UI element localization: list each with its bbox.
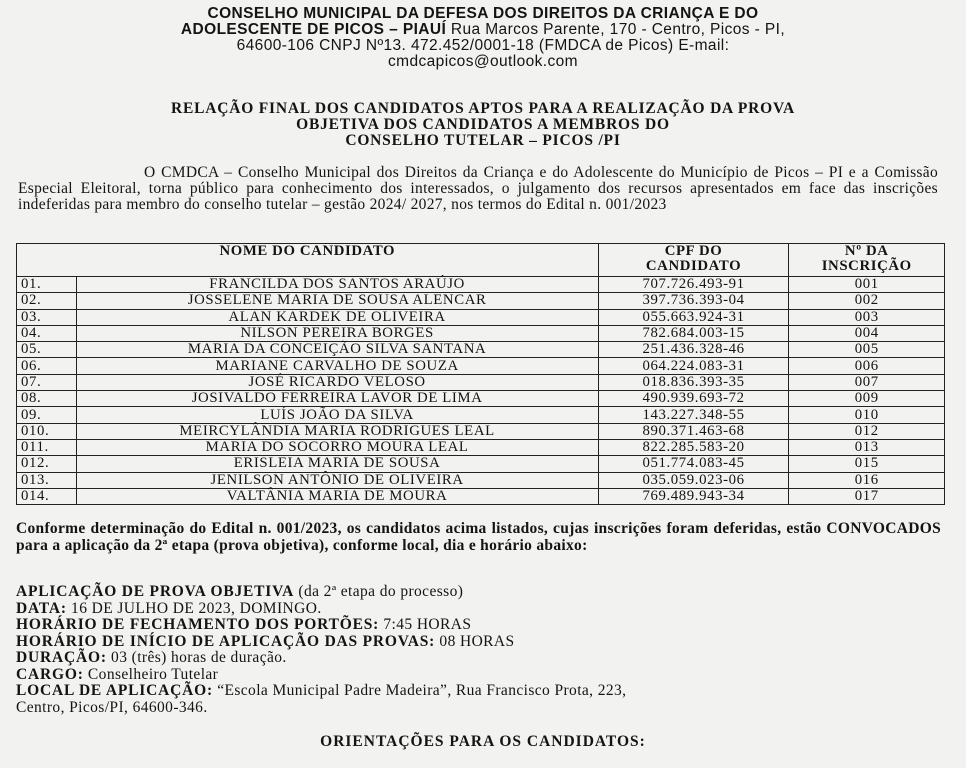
inscription-number: 005 xyxy=(789,342,945,358)
candidate-name: NILSON PEREIRA BORGES xyxy=(76,325,598,341)
row-number: 01. xyxy=(17,277,77,293)
header-cpf-line-2: CANDIDATO xyxy=(645,258,742,274)
row-number: 05. xyxy=(17,342,77,358)
inscription-number: 004 xyxy=(789,325,945,341)
table-row xyxy=(17,342,945,358)
info-local xyxy=(16,683,946,700)
local-value: “Escola Municipal Padre Madeira”, Rua Francisco Prota, 223, xyxy=(212,682,627,699)
title-line-1: RELAÇÃO FINAL DOS CANDIDATOS APTOS PARA A REALIZAÇÃO DA PROVA xyxy=(171,100,795,117)
row-number: 03. xyxy=(17,309,77,325)
row-number: 011. xyxy=(17,439,77,455)
row-number: 04. xyxy=(17,325,77,341)
candidate-name: MARIA DO SOCORRO MOURA LEAL xyxy=(76,439,598,455)
inscription-number: 013 xyxy=(789,439,945,455)
letterhead-line-2 xyxy=(0,22,966,38)
row-number: 07. xyxy=(17,374,77,390)
candidate-cpf: 890.371.463-68 xyxy=(598,423,789,439)
candidate-cpf: 143.227.348-55 xyxy=(598,407,789,423)
candidate-name: LUÍS JOÃO DA SILVA xyxy=(76,407,598,423)
letterhead-email: cmdcapicos@outlook.com xyxy=(388,53,578,70)
convocation-text: Conforme determinação do Edital n. 001/2023, os candidatos acima listados, cujas inscrições foram deferidas, estão CONVOCADOS para a aplicação da 2ª etapa (prova objetiva), conforme local, dia e horário abaixo: xyxy=(16,520,941,554)
header-name: NOME DO CANDIDATO xyxy=(17,244,599,277)
inscription-number: 012 xyxy=(789,423,945,439)
cargo-value: Conselheiro Tutelar xyxy=(83,665,219,683)
letterhead-line-1: CONSELHO MUNICIPAL DA DEFESA DOS DIREITOS DA CRIANÇA E DO xyxy=(207,5,759,22)
info-fechamento xyxy=(16,617,946,634)
header-cpf-line-1: CPF DO xyxy=(664,243,723,259)
table-row xyxy=(17,472,945,488)
inscription-number: 009 xyxy=(789,391,945,407)
duracao-value: 03 (três) horas de duração. xyxy=(106,649,287,666)
letterhead-org-name: ADOLESCENTE DE PICOS – PIAUÍ xyxy=(180,21,447,38)
header-ins-line-1: Nº DA xyxy=(844,243,889,259)
table-row xyxy=(17,277,945,293)
header-inscription xyxy=(789,244,945,277)
candidate-cpf: 055.663.924-31 xyxy=(598,309,789,325)
intro-text: O CMDCA – Conselho Municipal dos Direitos da Criança e do Adolescente do Município de Picos – PI e a Comissão Especial Eleitoral, torna público para conhecimento dos interessados, o julgamento dos recursos apresentados em face das inscrições indeferidas para membro do conselho tutelar – gestão 2024/ 2027, nos termos do Edital n. 001/2023 xyxy=(18,164,938,213)
aplicacao-label: APLICAÇÃO DE PROVA OBJETIVA xyxy=(16,583,295,600)
candidate-name: MEIRCYLÂNDIA MARIA RODRIGUES LEAL xyxy=(76,423,598,439)
inscription-number: 001 xyxy=(789,277,945,293)
table-row xyxy=(17,488,945,504)
table-row xyxy=(17,423,945,439)
title-line-3: CONSELHO TUTELAR – PICOS /PI xyxy=(345,132,621,149)
fechamento-label: HORÁRIO DE FECHAMENTO DOS PORTÕES: xyxy=(16,616,380,633)
candidate-cpf: 051.774.083-45 xyxy=(598,456,789,472)
info-duracao xyxy=(16,650,946,667)
letterhead-address: Rua Marcos Parente, 170 - Centro, Picos - PI, xyxy=(446,21,786,38)
inscription-number: 017 xyxy=(789,488,945,504)
candidate-cpf: 035.059.023-06 xyxy=(598,472,789,488)
info-local-2 xyxy=(16,700,946,717)
row-number: 06. xyxy=(17,358,77,374)
candidate-cpf: 251.436.328-46 xyxy=(598,342,789,358)
table-row xyxy=(17,325,945,341)
aplicacao-value: (da 2ª etapa do processo) xyxy=(294,583,464,600)
row-number: 08. xyxy=(17,391,77,407)
candidate-name: JOSÉ RICARDO VELOSO xyxy=(76,374,598,390)
info-inicio xyxy=(16,634,946,651)
title-line-2: OBJETIVA DOS CANDIDATOS A MEMBROS DO xyxy=(296,116,670,133)
inscription-number: 015 xyxy=(789,456,945,472)
row-number: 012. xyxy=(17,456,77,472)
document-title xyxy=(10,101,956,149)
candidate-name: JENILSON ANTÔNIO DE OLIVEIRA xyxy=(76,472,598,488)
table-header-row xyxy=(17,244,945,277)
table-row xyxy=(17,407,945,423)
table-body xyxy=(17,277,945,505)
table-row xyxy=(17,374,945,390)
orientations-heading: ORIENTAÇÕES PARA OS CANDIDATOS: xyxy=(320,733,646,750)
candidate-name: ALAN KARDEK DE OLIVEIRA xyxy=(76,309,598,325)
fechamento-value: 7:45 HORAS xyxy=(379,616,472,633)
info-data xyxy=(16,601,946,618)
candidate-name: JOSIVALDO FERREIRA LAVOR DE LIMA xyxy=(76,391,598,407)
local-value-2: Centro, Picos/PI, 64600-346. xyxy=(16,698,208,716)
info-aplicacao xyxy=(16,584,946,601)
table-row xyxy=(17,456,945,472)
inicio-value: 08 HORAS xyxy=(435,632,515,650)
table-row xyxy=(17,358,945,374)
exam-info xyxy=(16,584,946,716)
inscription-number: 016 xyxy=(789,472,945,488)
candidate-cpf: 707.726.493-91 xyxy=(598,277,789,293)
row-number: 013. xyxy=(17,472,77,488)
data-value: 16 DE JULHO DE 2023, DOMINGO. xyxy=(66,599,322,617)
candidates-table xyxy=(16,243,945,505)
row-number: 09. xyxy=(17,407,77,423)
row-number: 02. xyxy=(17,293,77,309)
inscription-number: 003 xyxy=(789,309,945,325)
candidate-cpf: 822.285.583-20 xyxy=(598,439,789,455)
candidate-name: MARIA DA CONCEIÇÃO SILVA SANTANA xyxy=(76,342,598,358)
candidate-name: JOSSELENE MARIA DE SOUSA ALENCAR xyxy=(76,293,598,309)
table-row xyxy=(17,293,945,309)
candidate-cpf: 064.224.083-31 xyxy=(598,358,789,374)
header-ins-line-2: INSCRIÇÃO xyxy=(821,258,912,274)
inscription-number: 006 xyxy=(789,358,945,374)
inscription-number: 010 xyxy=(789,407,945,423)
letterhead xyxy=(0,6,966,70)
candidate-name: ERISLEIA MARIA DE SOUSA xyxy=(76,456,598,472)
letterhead-line-3: 64600-106 CNPJ Nº13. 472.452/0001-18 (FMDCA de Picos) E-mail: xyxy=(236,37,730,54)
row-number: 010. xyxy=(17,423,77,439)
inscription-number: 007 xyxy=(789,374,945,390)
candidate-name: VALTÂNIA MARIA DE MOURA xyxy=(76,488,598,504)
intro-paragraph xyxy=(18,165,938,213)
table-row xyxy=(17,309,945,325)
inscription-number: 002 xyxy=(789,293,945,309)
candidate-cpf: 490.939.693-72 xyxy=(598,391,789,407)
data-label: DATA: xyxy=(16,599,67,617)
candidate-name: FRANCILDA DOS SANTOS ARAÚJO xyxy=(76,277,598,293)
candidate-cpf: 018.836.393-35 xyxy=(598,374,789,390)
convocation-paragraph xyxy=(16,521,941,554)
table-row xyxy=(17,439,945,455)
table-row xyxy=(17,391,945,407)
row-number: 014. xyxy=(17,488,77,504)
duracao-label: DURAÇÃO: xyxy=(16,649,107,666)
candidate-name: MARIANE CARVALHO DE SOUZA xyxy=(76,358,598,374)
info-cargo xyxy=(16,667,946,684)
inicio-label: HORÁRIO DE INÍCIO DE APLICAÇÃO DAS PROVAS: xyxy=(16,632,436,650)
local-label: LOCAL DE APLICAÇÃO: xyxy=(16,682,213,699)
candidate-cpf: 782.684.003-15 xyxy=(598,325,789,341)
header-cpf xyxy=(598,244,789,277)
candidate-cpf: 769.489.943-34 xyxy=(598,488,789,504)
candidate-cpf: 397.736.393-04 xyxy=(598,293,789,309)
cargo-label: CARGO: xyxy=(16,665,84,683)
